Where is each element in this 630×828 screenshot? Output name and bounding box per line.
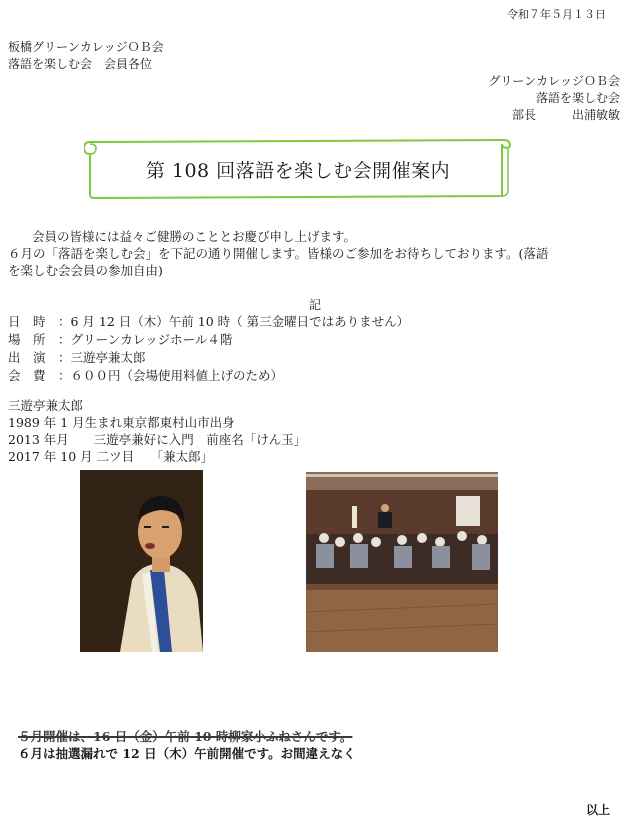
document-date: 令和７年５月１３日 <box>507 8 606 21</box>
document-title: 第 108 回落語を楽しむ会開催案内 <box>145 160 451 182</box>
performer-bio-line: 2017 年 10 月 二ツ目 「兼太郎」 <box>8 449 214 464</box>
performer-bio-line: 2013 年月 三遊亭兼好に入門 前座名「けん玉」 <box>8 432 307 447</box>
announcement-line: ６月の「落語を楽しむ会」を下記の通り開催します。皆様のご参加をお待ちしております。(落語 <box>8 246 549 261</box>
sender-org: グリーンカレッジＯＢ会 <box>488 74 620 88</box>
detail-venue <box>8 330 232 348</box>
recipient-org: 板橋グリーンカレッジＯＢ会 <box>8 40 164 54</box>
recipient-group: 落語を楽しむ会 会員各位 <box>8 57 153 71</box>
sender-name: 部長 出浦敏敏 <box>511 108 620 122</box>
audience-photo <box>306 472 498 652</box>
detail-value: ：三遊亭兼太郎 <box>58 350 146 365</box>
closing-mark: 以上 <box>585 803 610 817</box>
title-banner <box>84 138 512 200</box>
greeting-line: 会員の皆様には益々ご健勝のこととお慶び申し上げます。 <box>32 229 357 244</box>
cancelled-note: ５月開催は、16 日（金）午前 10 時柳家小ふねさんです。 <box>18 729 353 744</box>
detail-label: 日 時 <box>8 314 46 329</box>
detail-value: ：６００円（会場使用料値上げのため） <box>58 368 284 383</box>
detail-performer <box>8 348 146 366</box>
performer-bio-line: 1989 年 1 月生まれ東京都東村山市出身 <box>8 415 235 430</box>
performer-photo <box>80 470 203 652</box>
detail-label: 会 費 <box>8 368 46 383</box>
performer-name: 三遊亭兼太郎 <box>8 398 84 413</box>
sender-group: 落語を楽しむ会 <box>535 91 620 105</box>
june-note: ６月は抽選漏れで 12 日（木）午前開催です。お間違えなく <box>18 746 356 761</box>
detail-value: ：グリーンカレッジホール４階 <box>58 332 233 347</box>
announcement-line-cont: を楽しむ会会員の参加自由) <box>8 263 163 278</box>
detail-fee <box>8 366 283 384</box>
ki-heading: 記 <box>308 298 321 312</box>
detail-value: ：6 月 12 日（木）午前 10 時（ 第三金曜日ではありません） <box>58 314 410 329</box>
detail-label: 場 所 <box>8 332 46 347</box>
detail-datetime <box>8 312 409 330</box>
detail-label: 出 演 <box>8 350 46 365</box>
